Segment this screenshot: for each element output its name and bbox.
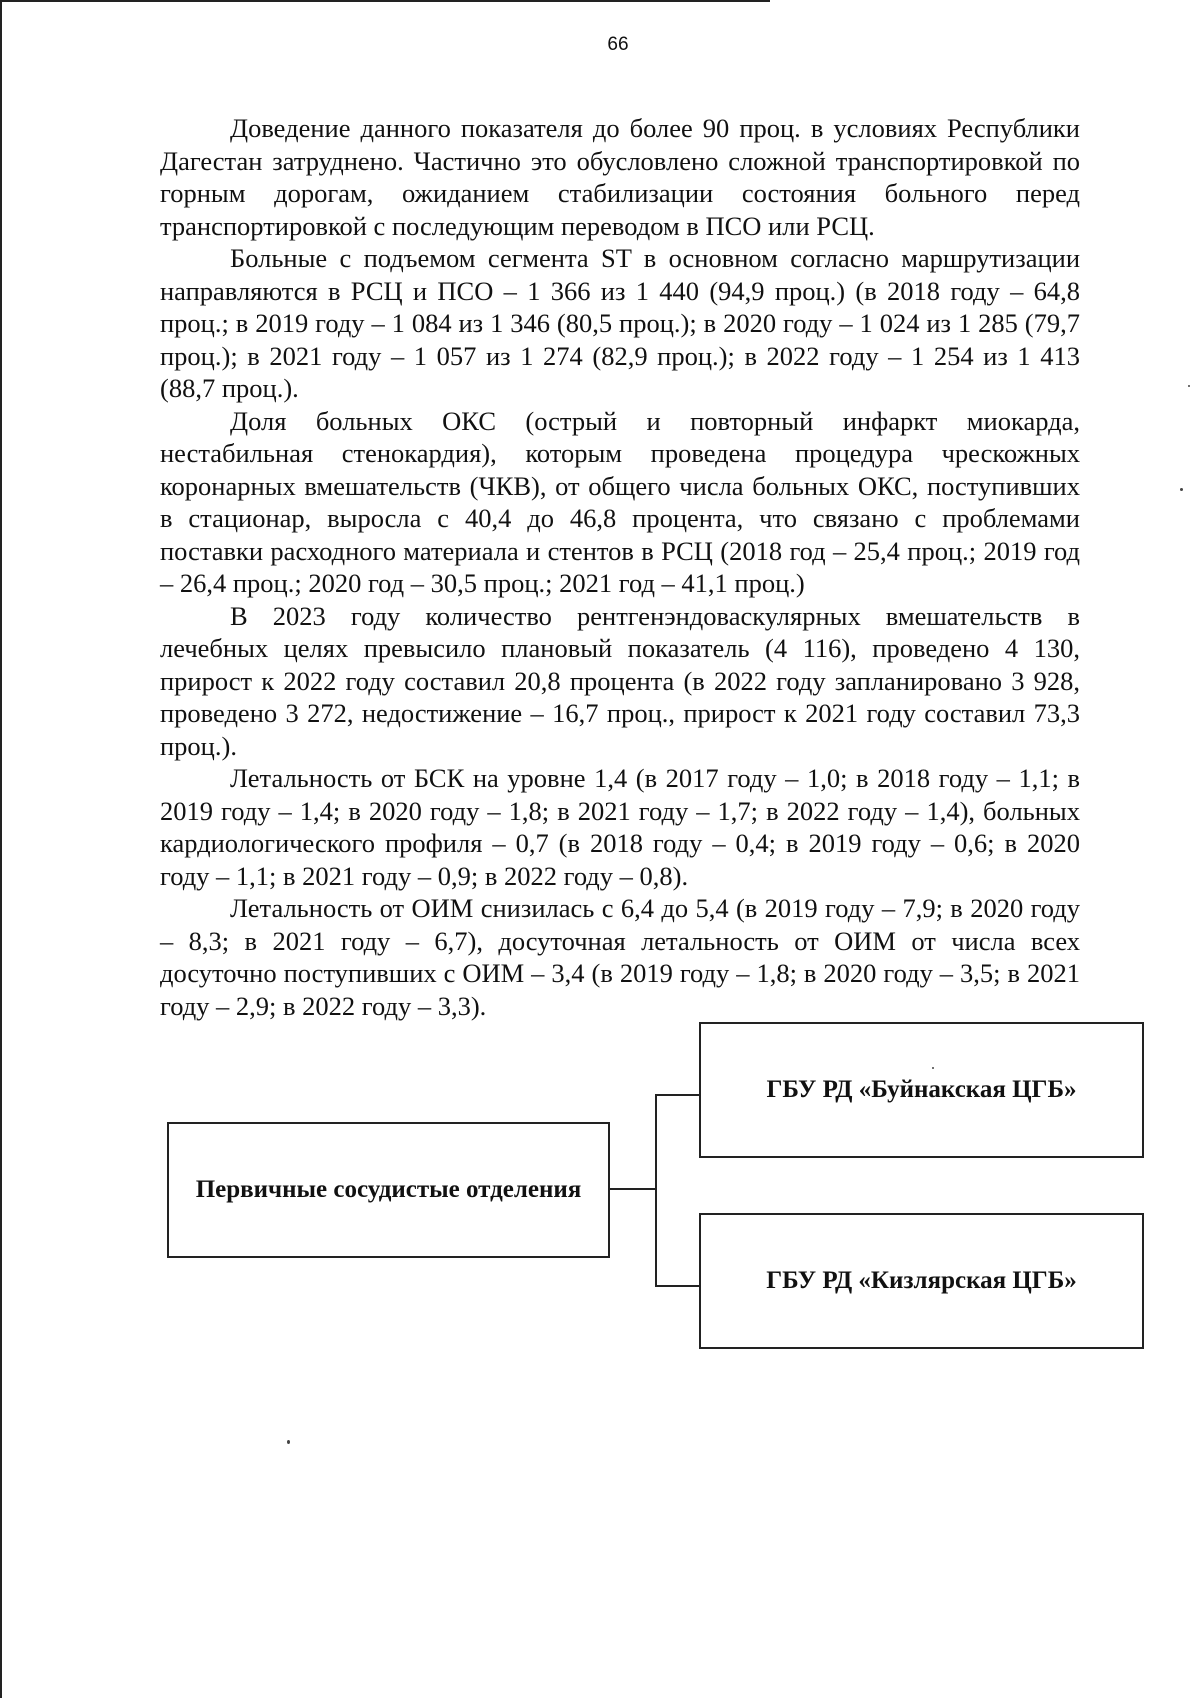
paragraph-5: Летальность от БСК на уровне 1,4 (в 2017 году – 1,0; в 2018 году – 1,1; в 2019 году – 1,4; в 2020 году – 1,8; в 2021 году – 1,7; в 2022 году – 1,4), больных кардиологического профиля – 0,7 (в 2018 году – 0,4; в 2019 году – 0,6; в 2020 году – 1,1; в 2021 году – 0,9; в 2022 году – 0,8). (160, 763, 1080, 891)
paragraph-2: Больные с подъемом сегмента ST в основном согласно маршрутизации направляются в РСЦ и ПСО – 1 366 из 1 440 (94,9 проц.) (в 2018 году – 64,8 проц.; в 2019 году – 1 084 из 1 346 (80,5 проц.); в 2020 году – 1 024 из 1 285 (79,7 проц.); в 2021 году – 1 057 из 1 274 (82,9 проц.); в 2022 году – 1 254 из 1 413 (88,7 проц.). (160, 243, 1080, 403)
diagram-root-label: Первичные сосудистые отделения (195, 1176, 582, 1203)
scan-edge-left (0, 0, 2, 1698)
scan-speck (1188, 385, 1190, 387)
page-number: 66 (607, 34, 629, 55)
connector-root-horizontal (610, 1188, 656, 1190)
scan-speck (1180, 488, 1183, 491)
connector-branch-bottom (655, 1285, 699, 1287)
diagram-child-label-kizlyar: ГБУ РД «Кизлярская ЦГБ» (766, 1267, 1077, 1294)
diagram-root-box (167, 1122, 610, 1258)
paragraph-4: В 2023 году количество рентгенэндоваскулярных вмешательств в лечебных целях превысило плановый показатель (4 116), проведено 4 130, прирост к 2022 году составил 20,8 процента (в 2022 году запланировано 3 928, проведено 3 272, недостижение – 16,7 проц., прирост к 2021 году составил 73,3 проц.). (160, 600, 1080, 761)
scan-edge-top (0, 0, 770, 2)
scan-speck (932, 1067, 934, 1069)
connector-branch-top (655, 1094, 699, 1096)
diagram-child-box-kizlyar (699, 1213, 1144, 1349)
connector-vertical-spine (655, 1094, 657, 1286)
diagram-child-box-buynaksk (699, 1022, 1144, 1158)
scan-speck (287, 1440, 290, 1444)
diagram-child-label-buynaksk: ГБУ РД «Буйнакская ЦГБ» (766, 1076, 1077, 1103)
body-text (160, 112, 1080, 1022)
paragraph-3: Доля больных ОКС (острый и повторный инфаркт миокарда, нестабильная стенокардия), которым проведена процедура чрескожных коронарных вмешательств (ЧКВ), от общего числа больных ОКС, поступивших в стационар, выросла с 40,4 до 46,8 процента, что связано с проблемами поставки расходного материала и стентов в РСЦ (2018 год – 25,4 проц.; 2019 год – 26,4 проц.; 2020 год – 30,5 проц.; 2021 год – 41,1 проц.) (160, 405, 1080, 598)
paragraph-6: Летальность от ОИМ снизилась с 6,4 до 5,4 (в 2019 году – 7,9; в 2020 году – 8,3; в 2021 году – 6,7), досуточная летальность от ОИМ от числа всех досуточно поступивших с ОИМ – 3,4 (в 2019 году – 1,8; в 2020 году – 3,5; в 2021 году – 2,9; в 2022 году – 3,3). (160, 893, 1080, 1021)
paragraph-1: Доведение данного показателя до более 90 проц. в условиях Республики Дагестан затруднено. Частично это обусловлено сложной транспортировкой по горным дорогам, ожиданием стабилизации состояния больного перед транспортировкой с последующим переводом в ПСО или РСЦ. (160, 113, 1080, 241)
